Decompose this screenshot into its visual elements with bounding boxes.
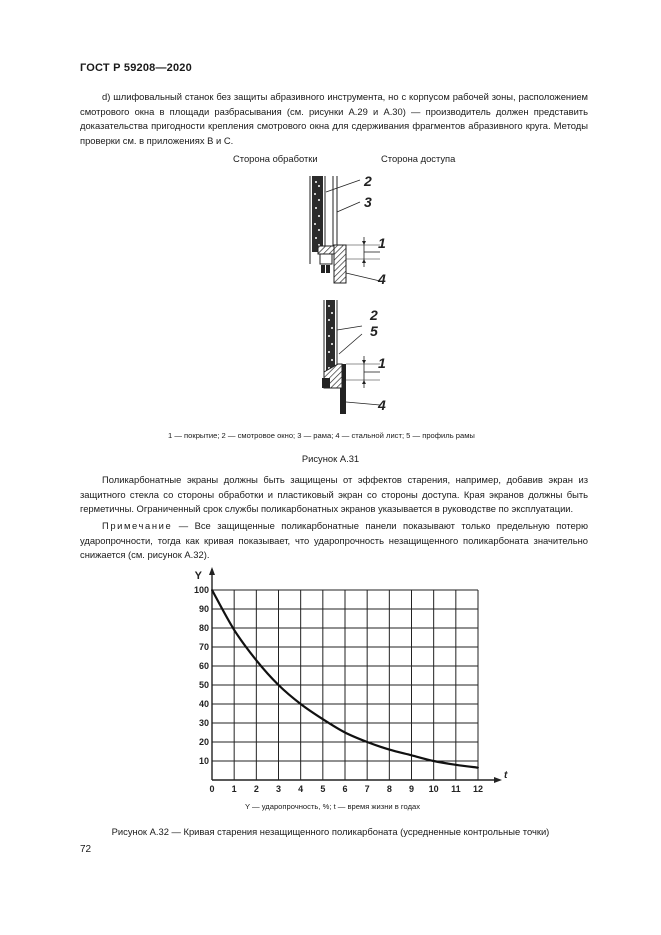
- aging-curve-point: [255, 659, 257, 661]
- aging-curve-point: [344, 732, 346, 734]
- aging-curve-point: [300, 703, 302, 705]
- aging-curve-point: [433, 760, 435, 762]
- aging-curve-point: [211, 589, 213, 591]
- x-tick-label: 8: [386, 784, 392, 794]
- page-number: 72: [80, 844, 92, 855]
- y-tick-label: 50: [198, 680, 209, 690]
- callout-bottom-1: 1: [378, 355, 386, 371]
- y-tick-label: 60: [198, 661, 209, 671]
- aging-curve-point: [322, 718, 324, 720]
- y-axis-label: Y: [194, 570, 202, 582]
- x-tick-label: 12: [472, 784, 484, 794]
- aging-curve-point: [455, 764, 457, 766]
- intro-paragraph: d) шлифовальный станок без защиты абразивного инструмента, но с корпусом рабочей зоны, расположением смотрового окна в площади разбрасывания (см. рисунки А.29 и А.30) — производитель должен представить доказательства пригодности крепления смотрового окна для сдерживания фрагментов абразивного круга. Методы проверки см. в приложениях В и С.: [80, 91, 588, 146]
- x-axis-arrow: [494, 777, 502, 783]
- aging-curve-point: [411, 754, 413, 756]
- aging-curve-point: [278, 684, 280, 686]
- document-header: ГОСТ Р 59208—2020: [80, 62, 192, 74]
- figure31-side-right-label: Сторона доступа: [381, 153, 456, 164]
- x-tick-label: 4: [298, 784, 304, 794]
- x-tick-label: 11: [451, 784, 461, 794]
- y-tick-label: 40: [198, 699, 209, 709]
- x-tick-label: 0: [209, 784, 215, 794]
- x-tick-label: 1: [231, 784, 237, 794]
- figure31-caption: Рисунок А.31: [301, 453, 360, 464]
- x-tick-label: 2: [253, 784, 259, 794]
- aging-curve-point: [233, 629, 235, 631]
- aging-curve-point: [477, 767, 479, 769]
- note-text: — Все защищенные поликарбонатные панели показывают только предельную потерю ударопрочности, тогда как кривая показывает, что ударопрочность незащищенного поликарбоната значительно снижается (см. рисунок А.32).: [80, 520, 588, 561]
- callout-bottom-2: 2: [370, 307, 378, 323]
- y-tick-label: 80: [198, 623, 209, 633]
- callout-top-4: 4: [378, 271, 386, 287]
- figure32-caption: Рисунок А.32 — Кривая старения незащищенного поликарбоната (усредненные контрольные точки): [111, 826, 550, 837]
- callout-bottom-4: 4: [378, 397, 386, 413]
- y-tick-label: 90: [198, 604, 209, 614]
- figure31-top-assembly: [310, 176, 380, 283]
- y-tick-label: 10: [198, 756, 209, 766]
- x-tick-label: 9: [408, 784, 415, 794]
- x-tick-label: 7: [364, 784, 370, 794]
- note-label: Примечание: [102, 520, 173, 531]
- x-tick-label: 6: [342, 784, 348, 794]
- x-tick-label: 10: [428, 784, 439, 794]
- y-tick-label: 20: [198, 737, 209, 747]
- y-tick-label: 30: [198, 718, 209, 728]
- polycarbonate-paragraph: Поликарбонатные экраны должны быть защищены от эффектов старения, например, добавив экран из защитного стекла со стороны обработки и пластиковый экран со стороны доступа. Края экранов должны быть герметичны. Ограниченный срок службы поликарбонатных экранов указывается в руководстве по эксплуатации.: [80, 474, 588, 515]
- figure32-legend: Y — ударопрочность, %; t — время жизни в годах: [245, 802, 421, 811]
- figure31-side-left-label: Сторона обработки: [233, 153, 318, 164]
- callout-bottom-5: 5: [370, 323, 378, 339]
- callout-top-2: 2: [364, 173, 372, 189]
- figure31-legend: 1 — покрытие; 2 — смотровое окно; 3 — рама; 4 — стальной лист; 5 — профиль рамы: [168, 431, 475, 440]
- callout-top-3: 3: [364, 194, 372, 210]
- figure32-chart: [180, 563, 510, 798]
- aging-curve-point: [366, 741, 368, 743]
- callout-top-1: 1: [378, 235, 386, 251]
- y-tick-label: 70: [198, 642, 209, 652]
- figure31-drawing: [290, 168, 410, 418]
- aging-curve-point: [388, 749, 390, 751]
- note-paragraph: [80, 519, 588, 563]
- x-axis-label: t: [504, 770, 508, 781]
- x-tick-label: 3: [275, 784, 282, 794]
- y-axis-arrow: [209, 567, 215, 575]
- x-tick-label: 5: [320, 784, 326, 794]
- y-tick-label: 100: [193, 585, 209, 595]
